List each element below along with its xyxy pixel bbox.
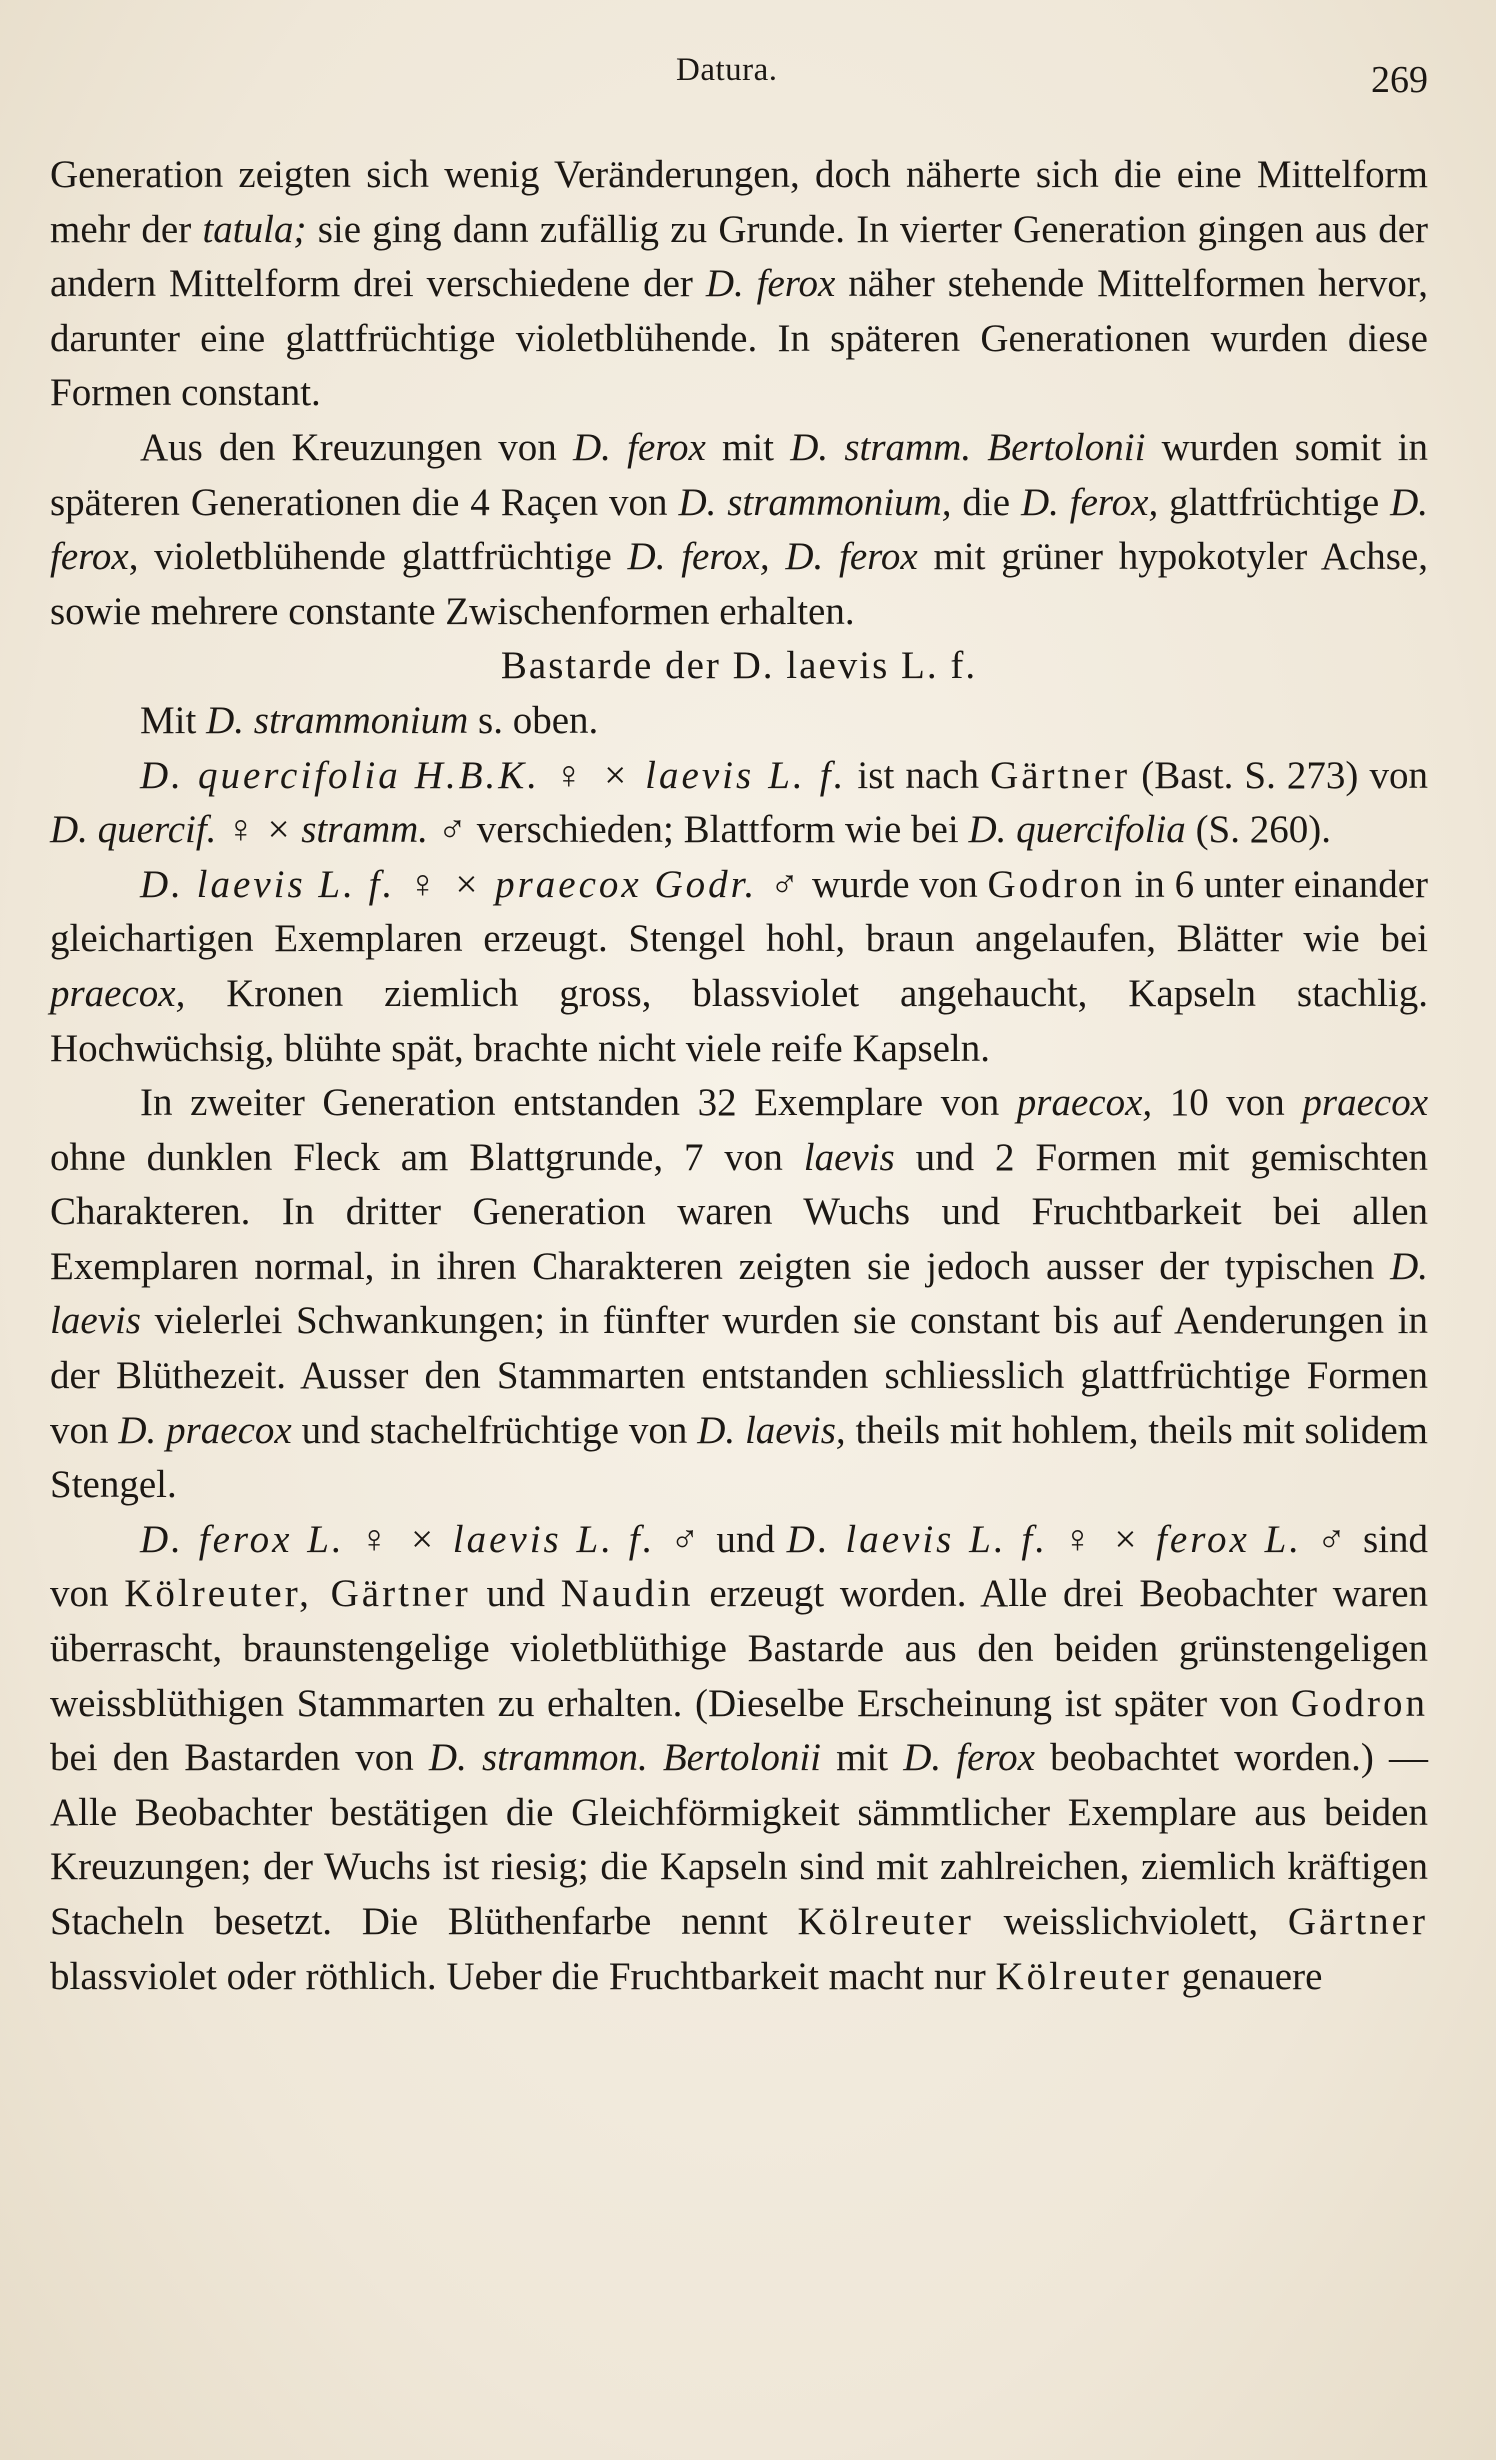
text-run: bei den Bastarden von bbox=[50, 1736, 429, 1780]
italic-run: laevis bbox=[803, 1135, 895, 1179]
text-run: mit bbox=[821, 1736, 904, 1780]
author-name: Kölreuter, Gärtner bbox=[124, 1572, 471, 1616]
italic-run: praecox bbox=[1302, 1081, 1429, 1125]
italic-run: praecox, bbox=[1016, 1081, 1153, 1125]
text-run: Kronen ziemlich gross, blassviolet angehaucht, Kapseln stachlig. Hochwüchsig, blühte spät, brachte nicht viele reife Kapseln. bbox=[50, 971, 1428, 1070]
italic-run: D. laevis bbox=[50, 1244, 1428, 1343]
italic-run: D. strammonium bbox=[206, 698, 469, 742]
text-run: und bbox=[470, 1572, 561, 1616]
author-name: Gärtner bbox=[990, 753, 1131, 797]
text-run: genauere bbox=[1171, 1954, 1323, 1998]
italic-run: D. strammon. Bertolonii bbox=[428, 1736, 821, 1780]
text-run: (Bast. S. 273) von bbox=[1130, 753, 1429, 797]
text-run: näher stehende Mittelformen hervor, darunter eine glattfrüchtige violetblühende. In späteren Generationen wurden diese Formen constant. bbox=[50, 262, 1429, 415]
italic-run: D. laevis L. f. ♀ × ferox L. ♂ bbox=[786, 1517, 1352, 1561]
text-run: blassviolet oder röthlich. Ueber die Fruchtbarkeit macht nur bbox=[50, 1954, 996, 1998]
italic-run: D. stramm. Bertolonii bbox=[790, 425, 1146, 469]
text-run: wurden somit in späteren Generationen die 4 Raçen von bbox=[50, 425, 1429, 524]
italic-run: D. quercif. ♀ × stramm. ♂ bbox=[50, 808, 468, 852]
italic-run: D. quercifolia bbox=[968, 808, 1186, 852]
author-name: Kölreuter bbox=[995, 1954, 1172, 1998]
italic-run: D. ferox L. ♀ × laevis L. f. ♂ bbox=[140, 1517, 705, 1561]
text-run: erzeugt worden. Alle drei Beobachter waren überrascht, braunstengelige violetblüthige Bastarde aus den beiden grünstengeligen weissblüthigen Stammarten zu erhalten. (Dieselbe Erscheinung ist später von bbox=[50, 1572, 1429, 1725]
text-run: vielerlei Schwankungen; in fünfter wurden sie constant bis auf Aenderungen in der Blüthezeit. Ausser den Stammarten entstanden schliesslich glattfrüchtige Formen von bbox=[50, 1299, 1428, 1452]
author-name: Kölreuter bbox=[797, 1900, 974, 1943]
text-run: in 6 unter einander gleichartigen Exemplaren erzeugt. Stengel hohl, braun angelaufen, Blätter wie bei bbox=[50, 862, 1428, 961]
italic-run: D. quercifolia H.B.K. ♀ × laevis L. f. bbox=[140, 753, 847, 797]
italic-run: D. laevis L. f. ♀ × praecox Godr. ♂ bbox=[140, 862, 803, 906]
text-run: theils mit hohlem, theils mit solidem Stengel. bbox=[50, 1408, 1428, 1507]
text-run: und bbox=[704, 1517, 787, 1561]
author-name: Naudin bbox=[560, 1572, 694, 1616]
running-head bbox=[0, 52, 1496, 112]
text-run: Aus den Kreuzungen von bbox=[140, 425, 574, 469]
text-run: die bbox=[951, 480, 1021, 524]
text-run: weisslichviolett, bbox=[973, 1900, 1288, 1943]
text-run: Mit bbox=[140, 698, 207, 742]
italic-run: D. strammonium, bbox=[678, 480, 952, 524]
text-run: ist nach bbox=[846, 753, 991, 797]
text-run: Generation zeigten sich wenig Veränderungen, doch näherte sich die eine Mittelform mehr der bbox=[50, 153, 1428, 251]
italic-run: D. laevis, bbox=[697, 1408, 846, 1452]
text-run: mit grüner hypokotyler Achse, sowie mehrere constante Zwischenformen erhalten. bbox=[50, 535, 1429, 633]
body-text bbox=[50, 148, 1428, 2004]
text-run: sie ging dann zufällig zu Grunde. In vierter Generation gingen aus der andern Mittelform drei verschiedene der bbox=[50, 207, 1428, 306]
italic-run: D. ferox bbox=[705, 262, 836, 306]
italic-run: D. ferox bbox=[50, 480, 1428, 579]
text-run: ohne dunklen Fleck am Blattgrunde, 7 von bbox=[50, 1135, 804, 1179]
page-number: 269 bbox=[1371, 59, 1428, 101]
paragraph-2 bbox=[50, 421, 1428, 639]
text-run: und stachelfrüchtige von bbox=[291, 1408, 698, 1452]
italic-run: D. ferox bbox=[573, 425, 706, 469]
italic-run: D. praecox bbox=[118, 1408, 292, 1452]
author-name: Gärtner bbox=[1287, 1900, 1428, 1943]
text-run: verschieden; Blattform wie bei bbox=[467, 808, 969, 852]
text-run: mit bbox=[705, 425, 791, 469]
paragraph-4 bbox=[50, 749, 1428, 858]
italic-run: tatula; bbox=[202, 207, 307, 251]
text-run: (S. 260). bbox=[1185, 808, 1331, 852]
section-heading: Bastarde der D. laevis L. f. bbox=[500, 644, 978, 688]
text-run: In zweiter Generation entstanden 32 Exemplare von bbox=[140, 1081, 1017, 1125]
paragraph-6 bbox=[50, 1076, 1428, 1513]
italic-run: praecox, bbox=[50, 971, 186, 1015]
text-run: , violetblühende glattfrüchtige bbox=[128, 535, 628, 579]
author-name: Godron bbox=[1290, 1681, 1428, 1725]
author-name: Godron bbox=[987, 862, 1125, 906]
text-run: wurde von bbox=[802, 862, 988, 906]
paragraph-7 bbox=[50, 1513, 1428, 2004]
text-run: s. oben. bbox=[468, 698, 599, 742]
text-run: sind von bbox=[50, 1517, 1429, 1616]
text-run: 10 von bbox=[1152, 1081, 1303, 1125]
paragraph-1 bbox=[50, 148, 1428, 421]
paragraph-5 bbox=[50, 858, 1428, 1076]
text-run: und 2 Formen mit gemischten Charakteren. In dritter Generation waren Wuchs und Fruchtbarkeit bei allen Exemplaren normal, in ihren Charakteren zeigten sie jedoch ausser der typischen bbox=[50, 1135, 1429, 1288]
paragraph-3 bbox=[50, 694, 1428, 749]
italic-run: D. ferox bbox=[903, 1736, 1035, 1780]
text-run: beobachtet worden.) — Alle Beobachter bestätigen die Gleichförmigkeit sämmtlicher Exemplare aus beiden Kreuzungen; der Wuchs ist riesig; die Kapseln sind mit zahlreichen, ziemlich kräftigen Stacheln besetzt. Die Blüthenfarbe nennt bbox=[50, 1736, 1428, 1943]
italic-run: D. ferox, bbox=[1020, 480, 1159, 524]
text-run: glattfrüchtige bbox=[1158, 480, 1391, 524]
italic-run: D. ferox, D. ferox bbox=[627, 535, 918, 579]
running-title: Datura. bbox=[676, 52, 778, 88]
